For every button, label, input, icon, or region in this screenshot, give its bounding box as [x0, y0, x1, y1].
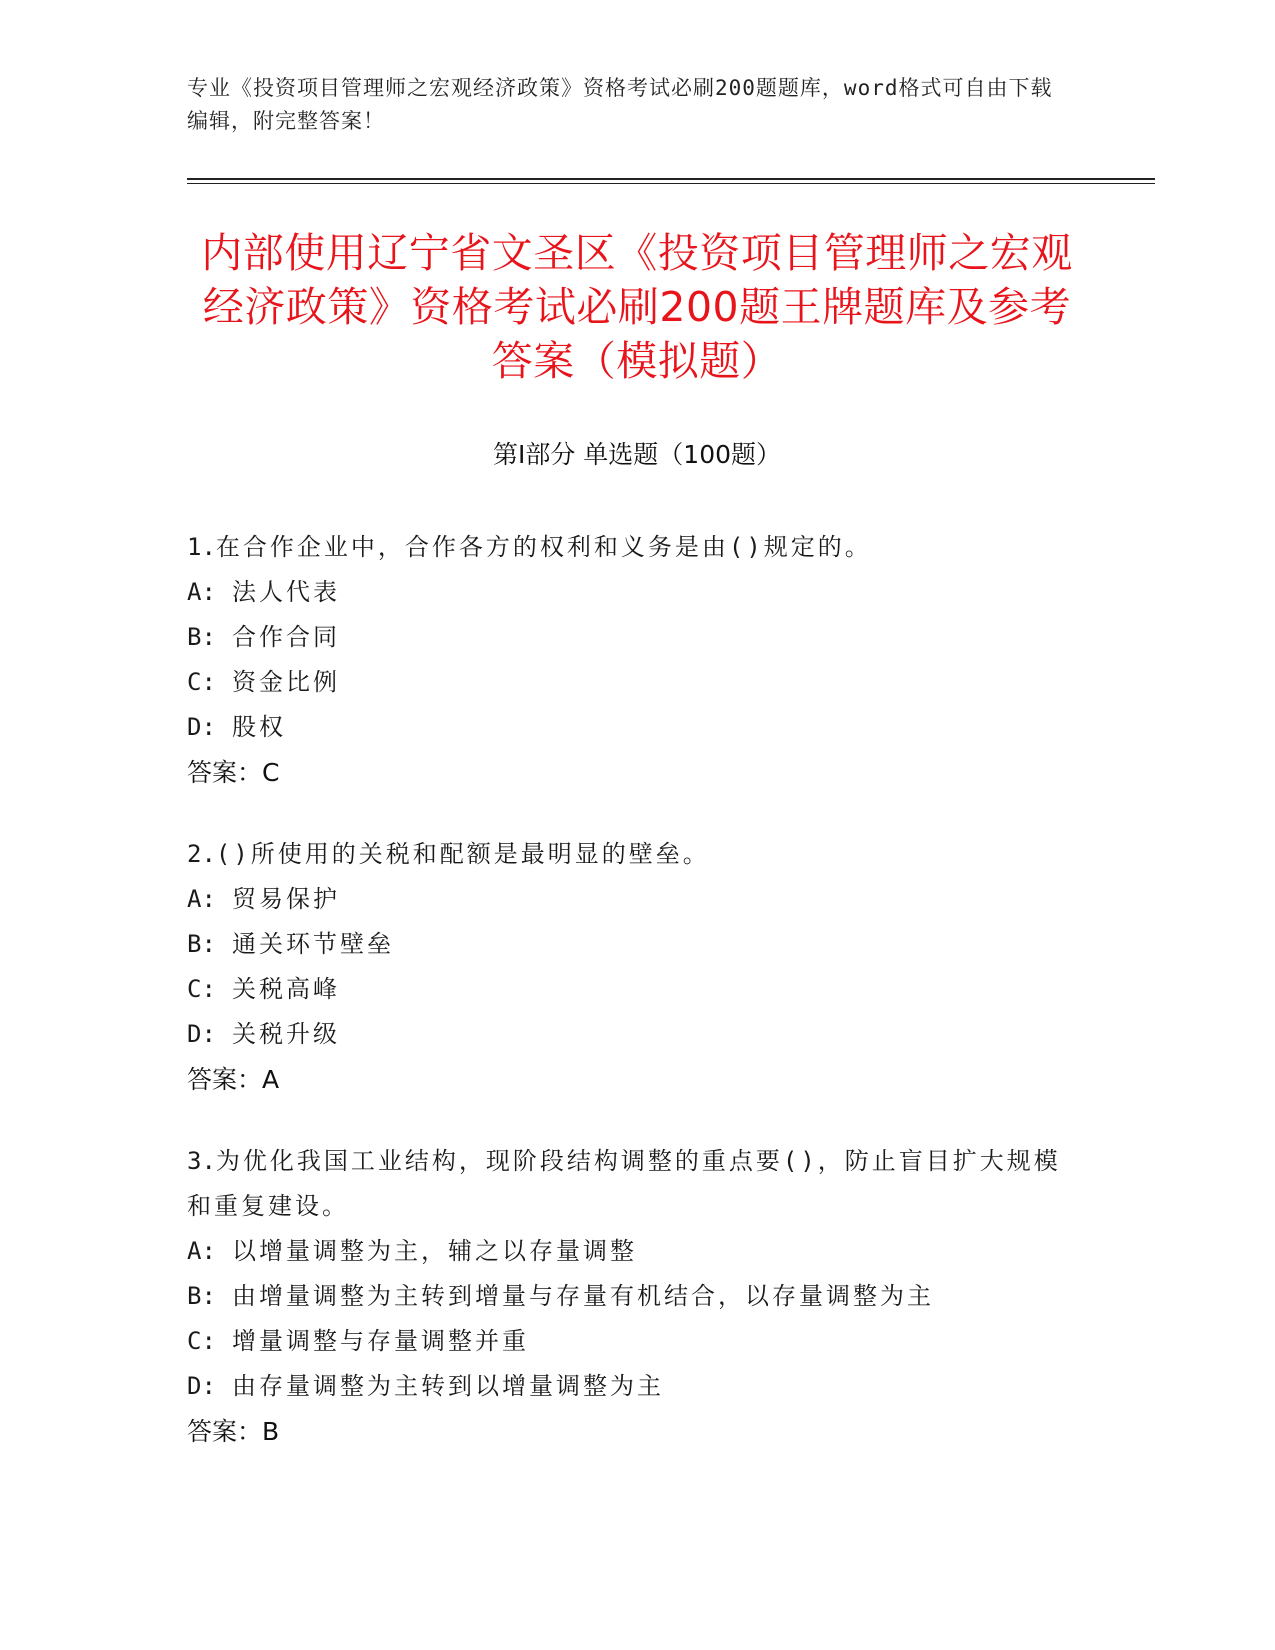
option-text: 以增量调整为主，辅之以存量调整: [232, 1237, 637, 1265]
header-divider-thick: [187, 178, 1155, 180]
option-key: C:: [187, 975, 216, 1003]
option-text: 由存量调整为主转到以增量调整为主: [232, 1372, 664, 1400]
option-key: B:: [187, 930, 216, 958]
option-key: A:: [187, 578, 216, 606]
option-c: [187, 1319, 1067, 1364]
question-stem: [187, 1139, 1067, 1229]
option-d: [187, 705, 1067, 750]
question-list: [187, 525, 1067, 1491]
option-text: 贸易保护: [232, 885, 340, 913]
option-b: [187, 1274, 1067, 1319]
option-text: 关税升级: [232, 1020, 340, 1048]
option-key: D:: [187, 1020, 216, 1048]
option-b: [187, 922, 1067, 967]
question-stem: [187, 525, 1067, 570]
option-text: 由增量调整为主转到增量与存量有机结合，以存量调整为主: [232, 1282, 934, 1310]
question-stem: [187, 832, 1067, 877]
option-key: B:: [187, 623, 216, 651]
question-number: 2.: [187, 840, 216, 868]
answer-line: 答案：A: [187, 1065, 280, 1094]
question-number: 1.: [187, 533, 216, 561]
option-key: A:: [187, 885, 216, 913]
header-note: 专业《投资项目管理师之宏观经济政策》资格考试必刷200题题库，word格式可自由下载编辑，附完整答案！: [187, 76, 1053, 133]
option-text: 通关环节壁垒: [232, 930, 394, 958]
option-text: 法人代表: [232, 578, 340, 606]
option-a: [187, 570, 1067, 615]
question-2: [187, 832, 1067, 1102]
answer-line: 答案：B: [187, 1417, 280, 1446]
option-a: [187, 1229, 1067, 1274]
option-d: [187, 1364, 1067, 1409]
option-a: [187, 877, 1067, 922]
question-number: 3.: [187, 1147, 216, 1175]
option-key: D:: [187, 1372, 216, 1400]
question-text: 在合作企业中，合作各方的权利和义务是由()规定的。: [215, 533, 872, 561]
option-d: [187, 1012, 1067, 1057]
document-title: 内部使用辽宁省文圣区《投资项目管理师之宏观经济政策》资格考试必刷200题王牌题库及参考答案（模拟题）: [201, 229, 1073, 385]
question-text: ()所使用的关税和配额是最明显的壁垒。: [215, 840, 710, 868]
header-divider-thin: [187, 183, 1155, 184]
question-1: [187, 525, 1067, 795]
question-text: 为优化我国工业结构，现阶段结构调整的重点要()，防止盲目扩大规模和重复建设。: [187, 1147, 1061, 1220]
option-key: D:: [187, 713, 216, 741]
option-text: 股权: [232, 713, 286, 741]
option-key: C:: [187, 668, 216, 696]
option-b: [187, 615, 1067, 660]
option-c: [187, 660, 1067, 705]
option-c: [187, 967, 1067, 1012]
section-title: 第Ⅰ部分 单选题（100题）: [492, 440, 782, 469]
answer-line: 答案：C: [187, 758, 280, 787]
option-text: 资金比例: [232, 668, 340, 696]
option-text: 增量调整与存量调整并重: [232, 1327, 529, 1355]
option-text: 合作合同: [232, 623, 340, 651]
option-key: C:: [187, 1327, 216, 1355]
option-key: A:: [187, 1237, 216, 1265]
option-text: 关税高峰: [232, 975, 340, 1003]
question-3: [187, 1139, 1067, 1454]
option-key: B:: [187, 1282, 216, 1310]
